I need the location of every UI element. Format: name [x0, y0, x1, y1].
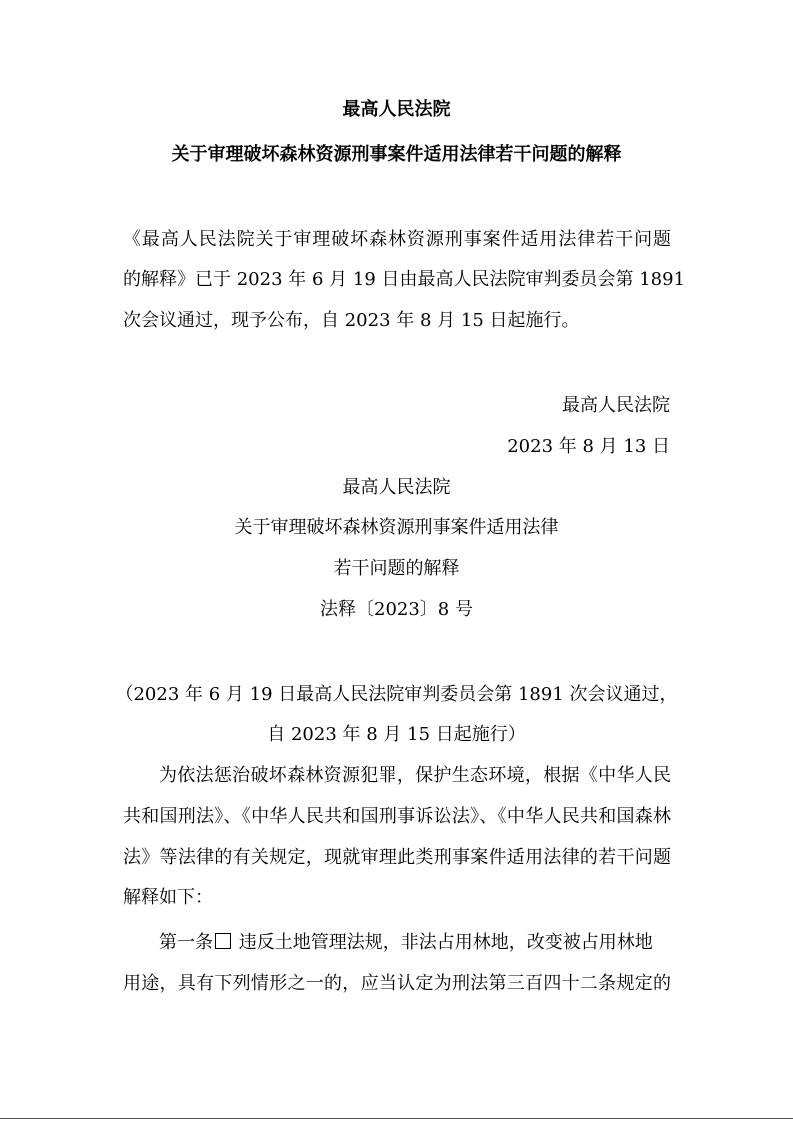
doc-number: 法释〔2023〕8 号: [320, 599, 473, 620]
header-court: 最高人民法院: [342, 99, 451, 120]
preamble-line-3: 法》等法律的有关规定，现就审理此类刑事案件适用法律的若干问题: [123, 847, 671, 868]
header-title: 关于审理破坏森林资源刑事案件适用法律若干问题的解释: [171, 144, 622, 165]
article-1-text: 违反土地管理法规，非法占用林地，改变被占用林地: [238, 932, 653, 953]
signature-date: 2023 年 8 月 13 日: [507, 436, 670, 457]
doc-title-line-1: 关于审理破坏森林资源刑事案件适用法律: [234, 517, 559, 538]
preamble-line-4: 解释如下：: [123, 887, 213, 908]
preamble-line-2: 共和国刑法》、《中华人民共和国刑事诉讼法》、《中华人民共和国森林: [123, 806, 671, 827]
article-1-line-2: 用途，具有下列情形之一的，应当认定为刑法第三百四十二条规定的: [123, 973, 671, 994]
announcement-line-3: 次会议通过，现予公布，自 2023 年 8 月 15 日起施行。: [123, 310, 580, 331]
preamble-line-1: 为依法惩治破坏森林资源犯罪，保护生态环境，根据《中华人民: [159, 765, 671, 786]
adoption-note-line-1: （2023 年 6 月 19 日最高人民法院审判委员会第 1891 次会议通过，: [115, 684, 678, 705]
placeholder-box-icon: [215, 933, 231, 949]
announcement-line-2: 的解释》已于 2023 年 6 月 19 日由最高人民法院审判委员会第 1891: [123, 269, 686, 290]
page-bottom-divider: [0, 1118, 793, 1119]
adoption-note-line-2: 自 2023 年 8 月 15 日起施行）: [267, 724, 526, 745]
article-1-label: 第一条: [159, 932, 213, 953]
article-1-line-1: [159, 931, 653, 955]
doc-title-line-2: 若干问题的解释: [333, 558, 460, 579]
signature-court: 最高人民法院: [562, 395, 670, 416]
announcement-line-1: 《最高人民法院关于审理破坏森林资源刑事案件适用法律若干问题: [123, 229, 671, 250]
doc-court: 最高人民法院: [342, 477, 451, 498]
